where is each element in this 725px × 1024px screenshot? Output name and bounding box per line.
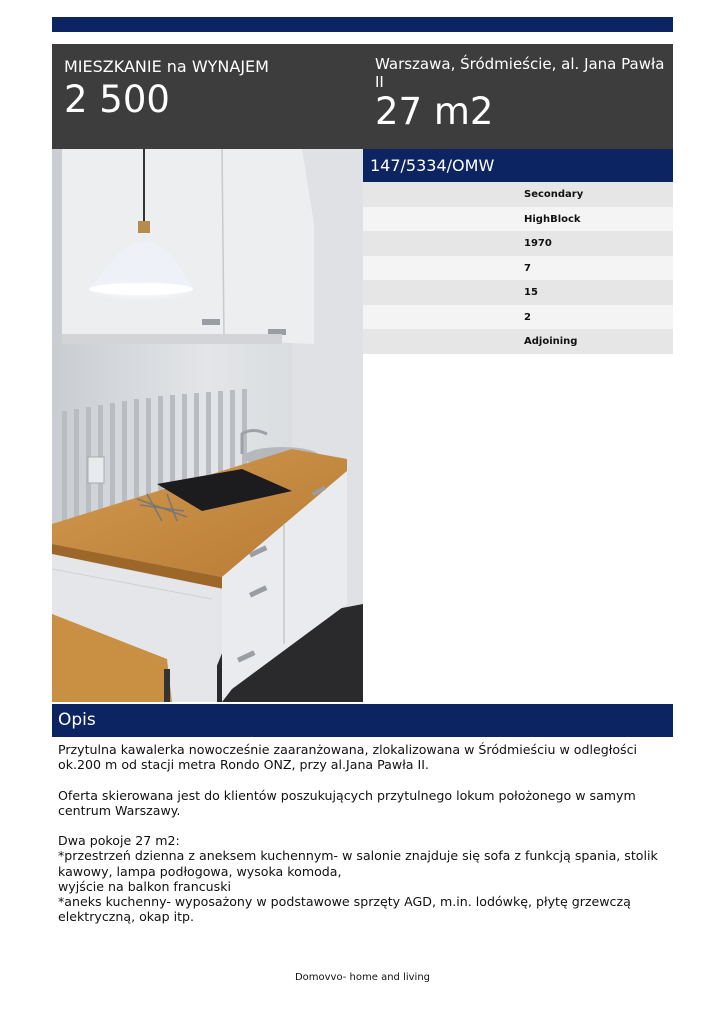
listing-address: Warszawa, Śródmieście, al. Jana Pawła II [375, 55, 665, 91]
attribute-row [363, 256, 673, 281]
listing-price: 2 500 [64, 78, 170, 121]
header-left [64, 57, 354, 121]
attribute-value: 7 [524, 262, 531, 274]
description-line: wyjście na balkon francuski [58, 878, 232, 894]
attribute-row [363, 329, 673, 354]
attribute-value: HighBlock [524, 213, 581, 225]
attribute-row [363, 305, 673, 330]
attribute-value: Adjoining [524, 336, 578, 347]
attribute-row [363, 182, 673, 207]
description-body [58, 742, 670, 924]
description-header [52, 704, 673, 737]
attribute-value: 1970 [524, 238, 552, 249]
description-title: Opis [58, 710, 96, 730]
footer-text: Domovvo- home and living [294, 972, 431, 983]
attribute-value: 15 [524, 287, 538, 298]
attribute-row [363, 207, 673, 232]
attribute-row [363, 231, 673, 256]
description-line: Oferta skierowana jest do klientów poszukujących przytulnego lokum położonego w samym centrum Warszawy. [58, 787, 636, 818]
header-right [375, 55, 665, 133]
listing-area: 27 m2 [375, 90, 494, 133]
reference-number: 147/5334/OMW [370, 156, 495, 175]
attribute-row [363, 280, 673, 305]
description-line: *aneks kuchenny- wyposażony w podstawowe sprzęty AGD, m.in. lodówkę, płytę grzewczą elektryczną, okap itp. [58, 894, 631, 925]
listing-type: MIESZKANIE na WYNAJEM [64, 57, 269, 76]
attributes-table [363, 182, 673, 354]
reference-bar [363, 149, 673, 182]
attribute-value: 2 [524, 311, 531, 323]
top-accent-bar [52, 17, 673, 32]
apartment-photo [52, 149, 363, 702]
description-line: *przestrzeń dzienna z aneksem kuchennym- w salonie znajduje się sofa z funkcją spania, stolik kawowy, lampa podłogowa, wysoka komoda, [58, 848, 658, 879]
listing-header [52, 44, 673, 149]
description-line: Przytulna kawalerka nowocześnie zaaranżowana, zlokalizowana w Śródmieściu w odległości ok.200 m od stacji metra Rondo ONZ, przy al.Jana Pawła II. [58, 742, 638, 773]
attribute-value: Secondary [524, 189, 584, 200]
description-line: Dwa pokoje 27 m2: [58, 833, 180, 849]
